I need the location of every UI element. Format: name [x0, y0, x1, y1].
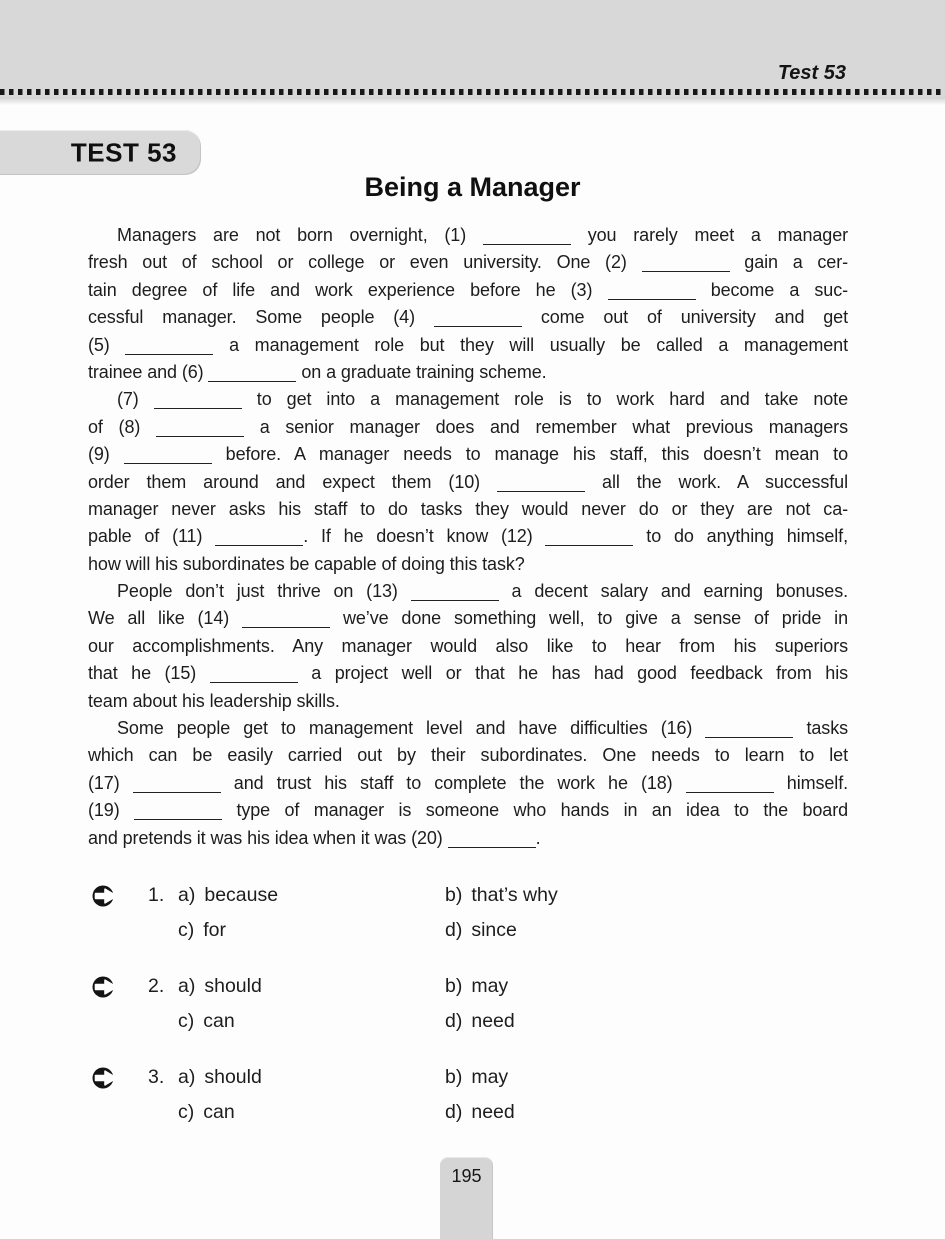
passage-line: how will his subordinates be capable of doing this task? [88, 553, 525, 574]
question-number: 1. [148, 884, 165, 906]
passage-line: fresh out of school or college or even university. One (2) gain a cer- [88, 252, 848, 273]
dotted-rule [0, 89, 945, 95]
option-item [445, 1101, 515, 1124]
passage-paragraph [88, 222, 848, 386]
answer-blank [125, 353, 213, 355]
answer-blank [208, 380, 296, 382]
test-number-tab [0, 130, 201, 175]
answer-blank [448, 846, 536, 848]
passage-line: (5) a management role but they will usually be called a management [88, 334, 848, 355]
option-item [445, 1066, 508, 1089]
option-key: a) [178, 1066, 196, 1088]
passage-line: We all like (14) we’ve done something well, to give a sense of pride in [88, 608, 848, 629]
answer-blank [686, 791, 774, 793]
header-band-fade [0, 97, 945, 105]
passage-line: team about his leadership skills. [88, 690, 340, 711]
option-item [178, 1101, 235, 1124]
option-key: a) [178, 884, 196, 906]
answer-blank [642, 270, 730, 272]
option-key: b) [445, 975, 463, 997]
option-text: for [203, 919, 227, 941]
passage-line: (19) type of manager is someone who hands in an idea to the board [88, 800, 848, 821]
passage-line: cessful manager. Some people (4) come out of university and get [88, 307, 848, 328]
option-text: may [471, 1066, 509, 1088]
option-text: because [204, 884, 279, 906]
option-key: b) [445, 884, 463, 906]
passage-line: (17) and trust his staff to complete the work he (18) himself. [88, 772, 848, 793]
option-item [178, 975, 262, 998]
question-number: 3. [148, 1066, 165, 1088]
option-text: need [471, 1010, 515, 1032]
option-key: d) [445, 1101, 463, 1123]
option-key: c) [178, 919, 195, 941]
answer-blank [483, 243, 571, 245]
questions-list [0, 884, 945, 1157]
question-number: 2. [148, 975, 165, 997]
option-item [445, 919, 517, 942]
passage-line: People don’t just thrive on (13) a decent salary and earning bonuses. [117, 581, 848, 602]
passage-line: (7) to get into a management role is to work hard and take note [117, 389, 848, 410]
answer-blank [215, 544, 303, 546]
option-item [178, 919, 226, 942]
circled-right-arrow-icon [92, 884, 118, 908]
option-text: may [471, 975, 509, 997]
question-item [0, 1066, 945, 1134]
passage-line: manager never asks his staff to do tasks they would never do or they are not ca- [88, 498, 848, 519]
option-item [445, 884, 558, 907]
answer-blank [545, 544, 633, 546]
passage-paragraph [88, 386, 848, 578]
passage-line: our accomplishments. Any manager would also like to hear from his superiors [88, 635, 848, 656]
cloze-passage [88, 222, 848, 852]
option-item [445, 975, 508, 998]
page-number-tab [440, 1157, 493, 1239]
option-text: need [471, 1101, 515, 1123]
answer-blank [705, 736, 793, 738]
question-item [0, 884, 945, 952]
option-item [178, 1010, 235, 1033]
passage-line: (9) before. A manager needs to manage his staff, this doesn’t mean to [88, 444, 848, 465]
option-key: b) [445, 1066, 463, 1088]
passage-paragraph [88, 715, 848, 852]
answer-blank [133, 791, 221, 793]
passage-line: of (8) a senior manager does and remember what previous managers [88, 416, 848, 437]
passage-line: order them around and expect them (10) all the work. A successful [88, 471, 848, 492]
answer-blank [608, 298, 696, 300]
option-text: should [204, 1066, 262, 1088]
answer-blank [210, 681, 298, 683]
passage-line: and pretends it was his idea when it was (20) . [88, 827, 541, 848]
option-key: d) [445, 1010, 463, 1032]
option-text: that’s why [471, 884, 558, 906]
answer-blank [497, 490, 585, 492]
passage-line: Some people get to management level and have difficulties (16) tasks [117, 718, 848, 739]
option-text: can [203, 1101, 235, 1123]
answer-blank [242, 626, 330, 628]
passage-line: which can be easily carried out by their subordinates. One needs to learn to let [88, 745, 848, 766]
circled-right-arrow-icon [92, 1066, 118, 1090]
answer-blank [134, 818, 222, 820]
option-key: c) [178, 1010, 195, 1032]
header-test-label: Test 53 [777, 62, 846, 84]
test-number-label: TEST 53 [70, 137, 177, 167]
passage-line: that he (15) a project well or that he has had good feedback from his [88, 663, 848, 684]
option-text: should [204, 975, 262, 997]
passage-line: pable of (11) . If he doesn’t know (12) to do anything himself, [88, 526, 848, 547]
page-number: 195 [451, 1166, 482, 1186]
answer-blank [156, 435, 244, 437]
option-key: d) [445, 919, 463, 941]
answer-blank [154, 407, 242, 409]
option-key: a) [178, 975, 196, 997]
option-item [178, 884, 278, 907]
answer-blank [434, 325, 522, 327]
page-title: Being a Manager [364, 172, 581, 202]
option-text: since [471, 919, 517, 941]
answer-blank [411, 599, 499, 601]
option-item [178, 1066, 262, 1089]
passage-line: trainee and (6) on a graduate training scheme. [88, 361, 547, 382]
passage-line: Managers are not born overnight, (1) you rarely meet a manager [117, 225, 848, 245]
question-item [0, 975, 945, 1043]
circled-right-arrow-icon [92, 975, 118, 999]
option-item [445, 1010, 515, 1033]
header-band [0, 0, 945, 97]
option-text: can [203, 1010, 235, 1032]
passage-paragraph [88, 578, 848, 715]
option-key: c) [178, 1101, 195, 1123]
answer-blank [124, 462, 212, 464]
passage-line: tain degree of life and work experience before he (3) become a suc- [88, 279, 848, 300]
